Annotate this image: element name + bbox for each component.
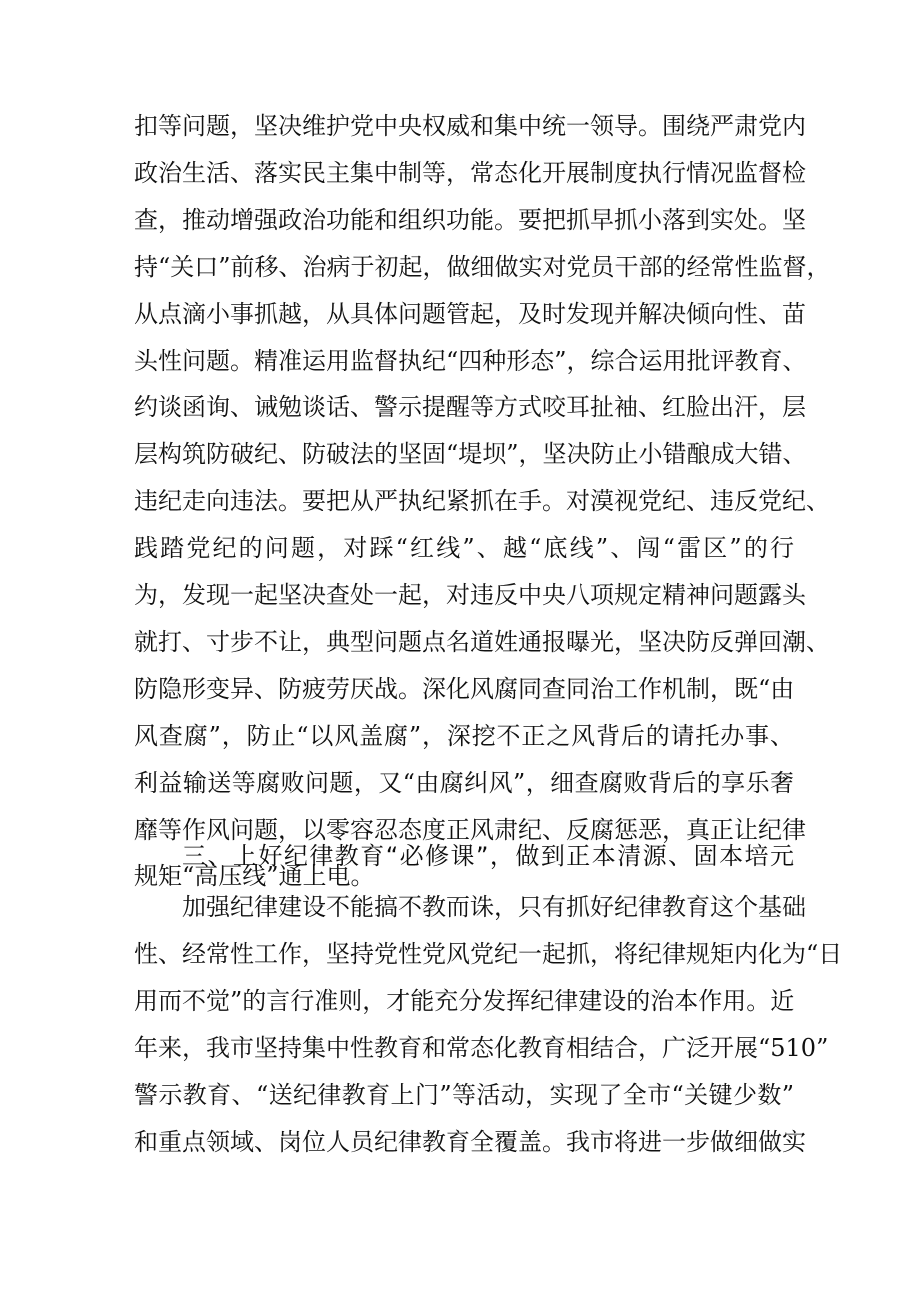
paragraph-line: 从点滴小事抓越，从具体问题管起，及时发现并解决倾向性、苗 xyxy=(134,300,806,328)
paragraph-line: 用而不觉”的言行准则，才能充分发挥纪律建设的治本作用。近 xyxy=(134,987,795,1015)
paragraph-line: 年来，我市坚持集中性教育和常态化教育相结合，广泛开展“510” xyxy=(134,1034,829,1062)
paragraph-line: 警示教育、“送纪律教育上门”等活动，实现了全市“关键少数” xyxy=(134,1081,794,1109)
paragraph-line: 靡等作风问题，以零容忍态度正风肃纪、反腐惩恶，真正让纪律 xyxy=(134,816,806,844)
paragraph-line: 为，发现一起坚决查处一起，对违反中央八项规定精神问题露头 xyxy=(134,581,806,609)
paragraph-line: 头性问题。精准运用监督执纪“四种形态”，综合运用批评教育、 xyxy=(134,347,807,375)
paragraph-line: 践踏党纪的问题，对踩“红线”、越“底线”、闯“雷区”的行 xyxy=(134,534,794,562)
paragraph-line: 查，推动增强政治功能和组织功能。要把抓早抓小落到实处。坚 xyxy=(134,206,806,234)
paragraph-line: 加强纪律建设不能搞不教而诛，只有抓好纪律教育这个基础 xyxy=(182,893,806,921)
paragraph-line: 层构筑防破纪、防破法的坚固“堤坝”，坚决防止小错酿成大错、 xyxy=(134,440,807,468)
paragraph-line: 约谈函询、诫勉谈话、警示提醒等方式咬耳扯袖、红脸出汗，层 xyxy=(134,393,806,421)
paragraph-line: 持“关口”前移、治病于初起，做细做实对党员干部的经常性监督， xyxy=(134,253,831,281)
paragraph-line: 政治生活、落实民主集中制等，常态化开展制度执行情况监督检 xyxy=(134,159,806,187)
section-heading: 三、上好纪律教育“必修课”，做到正本清源、固本培元 xyxy=(182,842,794,870)
paragraph-line: 规矩“高压线”通上电。 xyxy=(134,862,375,890)
paragraph-line: 防隐形变异、防疲劳厌战。深化风腐同查同治工作机制，既“由 xyxy=(134,675,795,703)
paragraph-line: 性、经常性工作，坚持党性党风党纪一起抓，将纪律规矩内化为“日 xyxy=(134,940,843,968)
paragraph-line: 风查腐”，防止“以风盖腐”，深挖不正之风背后的请托办事、 xyxy=(134,722,794,750)
paragraph-line: 和重点领域、岗位人员纪律教育全覆盖。我市将进一步做细做实 xyxy=(134,1128,806,1156)
paragraph-line: 利益输送等腐败问题，又“由腐纠风”，细查腐败背后的享乐奢 xyxy=(134,769,794,797)
paragraph-line: 违纪走向违法。要把从严执纪紧抓在手。对漠视党纪、违反党纪、 xyxy=(134,487,830,515)
paragraph-line: 扣等问题，坚决维护党中央权威和集中统一领导。围绕严肃党内 xyxy=(134,112,806,140)
paragraph-line: 就打、寸步不让，典型问题点名道姓通报曝光，坚决防反弹回潮、 xyxy=(134,628,830,656)
